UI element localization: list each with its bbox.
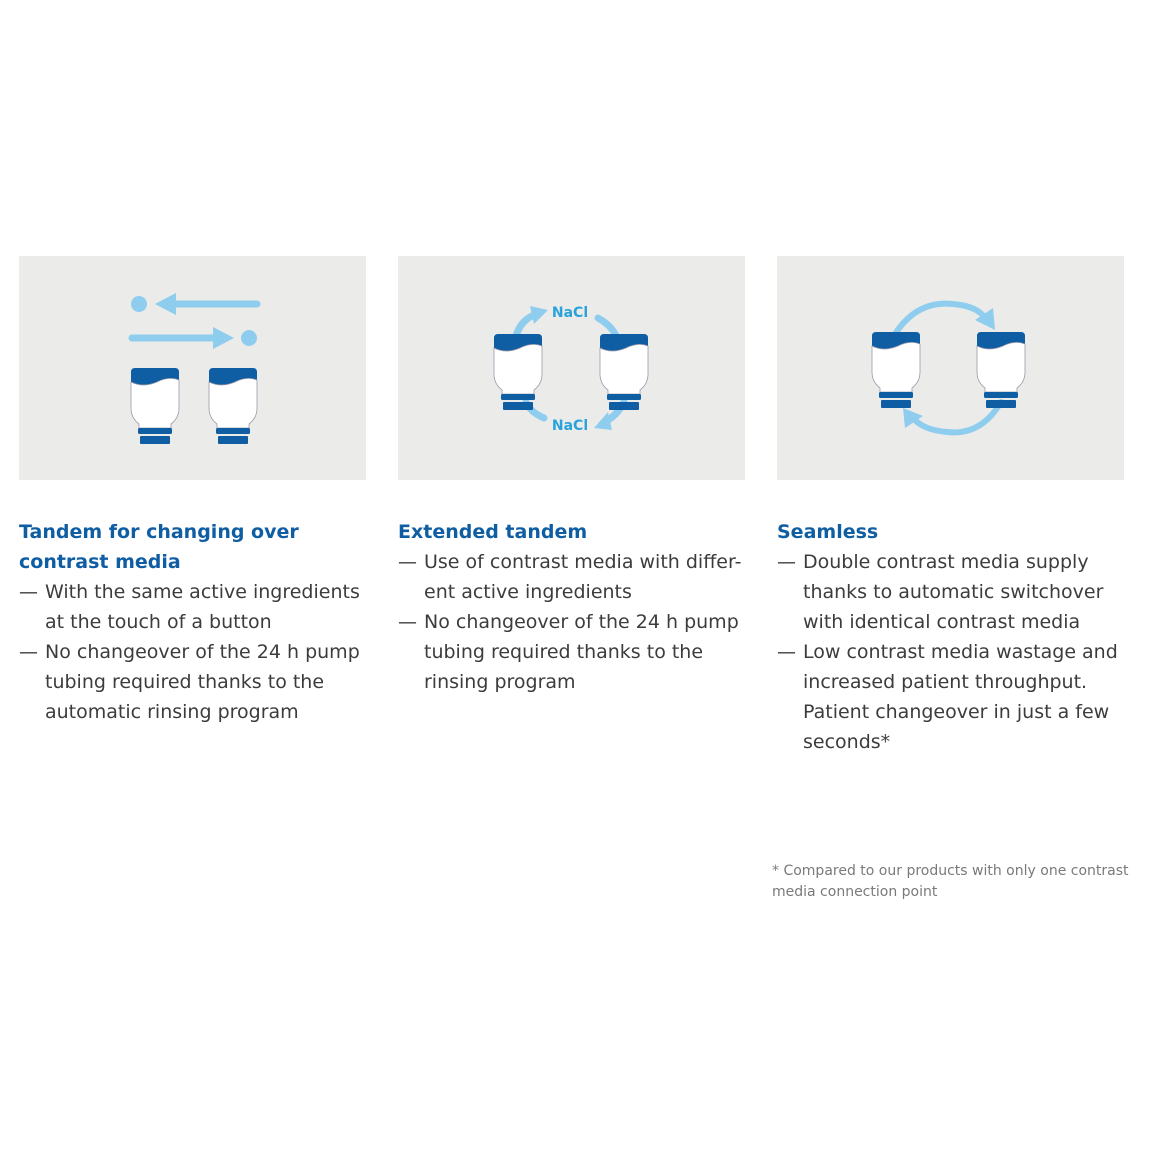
list-item: — No changeover of the 24 h pump tubing required thanks to the rinsing program bbox=[398, 607, 748, 697]
extended-tandem-section bbox=[398, 517, 748, 697]
extended-tandem-diagram bbox=[398, 256, 745, 480]
tandem-switch-diagram bbox=[19, 256, 366, 480]
feature-list bbox=[19, 577, 369, 727]
section-title: Extended tandem bbox=[398, 521, 588, 543]
section-title: Seamless bbox=[777, 521, 879, 543]
list-item: — With the same active ingredients at the touch of a button bbox=[19, 577, 369, 637]
nacl-label: NaCl bbox=[551, 305, 589, 321]
list-item: — Use of contrast media with differ-ent active ingredients bbox=[398, 547, 748, 607]
bottle-icon bbox=[977, 332, 1025, 408]
bottle-icon bbox=[209, 368, 257, 444]
seamless-illustration-panel bbox=[777, 256, 1124, 480]
arrow-left-icon bbox=[131, 293, 257, 315]
bottle-icon bbox=[600, 334, 648, 410]
section-title: Tandem for changing over contrast media bbox=[19, 521, 299, 573]
list-item: — No changeover of the 24 h pump tubing required thanks to the automatic rinsing program bbox=[19, 637, 369, 727]
bottle-icon bbox=[131, 368, 179, 444]
tandem-section bbox=[19, 517, 369, 727]
feature-list bbox=[398, 547, 748, 697]
feature-list bbox=[777, 547, 1127, 757]
extended-tandem-illustration-panel bbox=[398, 256, 745, 480]
seamless-cycle-diagram bbox=[777, 256, 1124, 480]
tandem-illustration-panel bbox=[19, 256, 366, 480]
nacl-label: NaCl bbox=[551, 418, 589, 434]
list-item: — Low contrast media wastage and increased patient throughput. Patient changeover in just a few seconds* bbox=[777, 637, 1127, 757]
arrow-right-icon bbox=[132, 327, 257, 349]
footnote: * Compared to our products with only one contrast media connection point bbox=[772, 863, 1129, 900]
bottle-icon bbox=[872, 332, 920, 408]
seamless-section bbox=[777, 517, 1127, 757]
bottle-icon bbox=[494, 334, 542, 410]
circular-arrow-icon bbox=[895, 304, 995, 334]
list-item: — Double contrast media supply thanks to automatic switchover with identical contrast media bbox=[777, 547, 1127, 637]
